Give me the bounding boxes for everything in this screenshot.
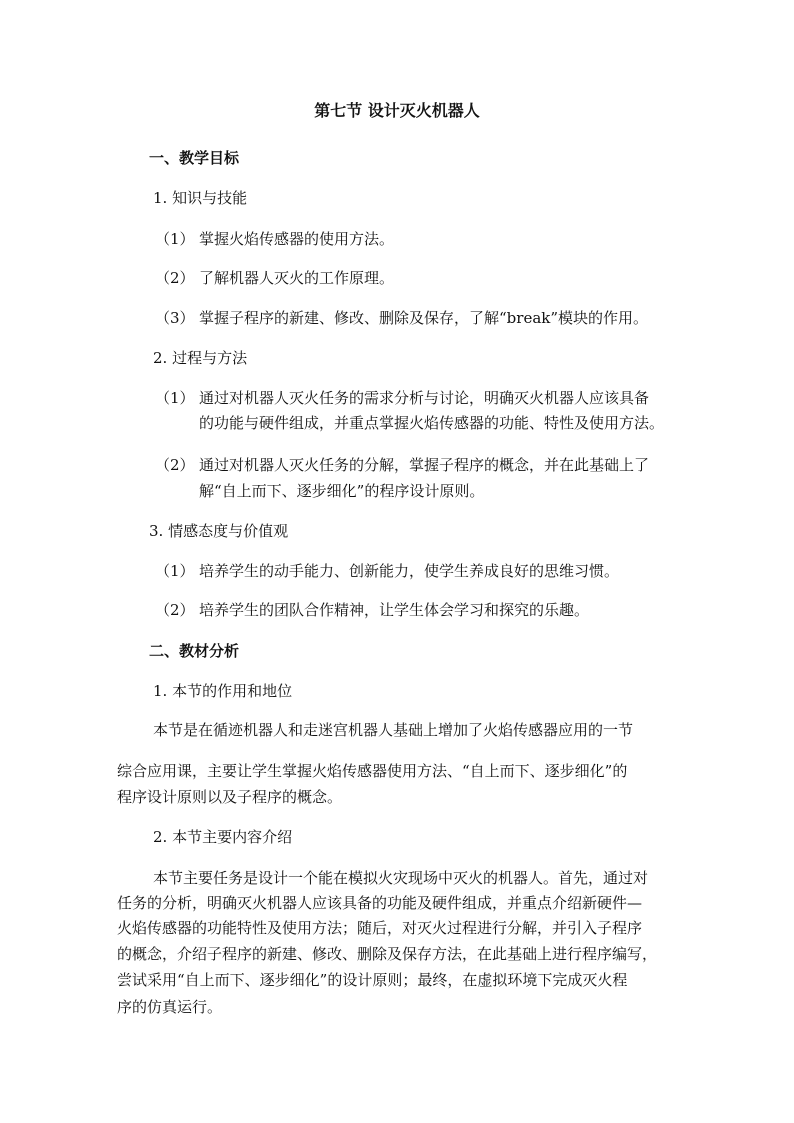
list-item-text: 了解机器人灭火的工作原理。 [199,269,395,287]
list-item-text: 培养学生的团队合作精神，让学生体会学习和探究的乐趣。 [199,601,590,619]
list-item-number: （2） [155,601,195,619]
paragraph-line: 序的仿真运行。 [117,998,223,1016]
paragraph-line: 火焰传感器的功能特性及使用方法；随后，对灭火过程进行分解，并引入子程序 [117,919,643,937]
subheading-content-intro: 2. 本节主要内容介绍 [153,828,293,846]
paragraph-line: 本节是在循迹机器人和走迷宫机器人基础上增加了火焰传感器应用的一节 [153,721,634,739]
paragraph-line: 尝试采用“自上而下、逐步细化”的设计原则；最终，在虚拟环境下完成灭火程 [117,971,628,989]
subheading-knowledge-skills: 1. 知识与技能 [153,189,248,207]
subheading-attitude-values: 3. 情感态度与价值观 [149,522,289,540]
list-item-number: （1） [155,230,195,248]
list-item-number: （1） [155,562,195,580]
subheading-process-methods: 2. 过程与方法 [153,349,248,367]
list-item-text: 培养学生的动手能力、创新能力，使学生养成良好的思维习惯。 [199,562,620,580]
paragraph-line: 的概念，介绍子程序的新建、修改、删除及保存方法，在此基础上进行程序编写， [117,945,658,963]
list-item-text-line2: 的功能与硬件组成，并重点掌握火焰传感器的功能、特性及使用方法。 [199,414,665,432]
paragraph-line: 任务的分析，明确灭火机器人应该具备的功能及硬件组成，并重点介绍新硬件— [117,894,643,912]
list-item-text: 掌握火焰传感器的使用方法。 [199,230,395,248]
list-item-number: （3） [155,309,195,327]
list-item-number: （2） [155,456,195,474]
section-heading-objectives: 一、教学目标 [149,149,240,167]
list-item-number: （1） [155,389,195,407]
list-item-text-line1: 通过对机器人灭火任务的需求分析与讨论，明确灭火机器人应该具备 [199,389,650,407]
list-item-text: 掌握子程序的新建、修改、删除及保存，了解“break”模块的作用。 [199,309,649,327]
subheading-role-position: 1. 本节的作用和地位 [153,682,293,700]
list-item-text-line1: 通过对机器人灭火任务的分解，掌握子程序的概念，并在此基础上了 [199,456,650,474]
section-heading-materials: 二、教材分析 [149,642,240,660]
list-item-text-line2: 解“自上而下、逐步细化”的程序设计原则。 [199,482,485,500]
list-item-number: （2） [155,269,195,287]
paragraph-line: 本节主要任务是设计一个能在模拟火灾现场中灭火的机器人。首先，通过对 [153,869,649,887]
page-title: 第七节 设计灭火机器人 [314,101,480,120]
paragraph-line: 程序设计原则以及子程序的概念。 [117,788,343,806]
paragraph-line: 综合应用课，主要让学生掌握火焰传感器使用方法、“自上而下、逐步细化”的 [117,762,628,780]
